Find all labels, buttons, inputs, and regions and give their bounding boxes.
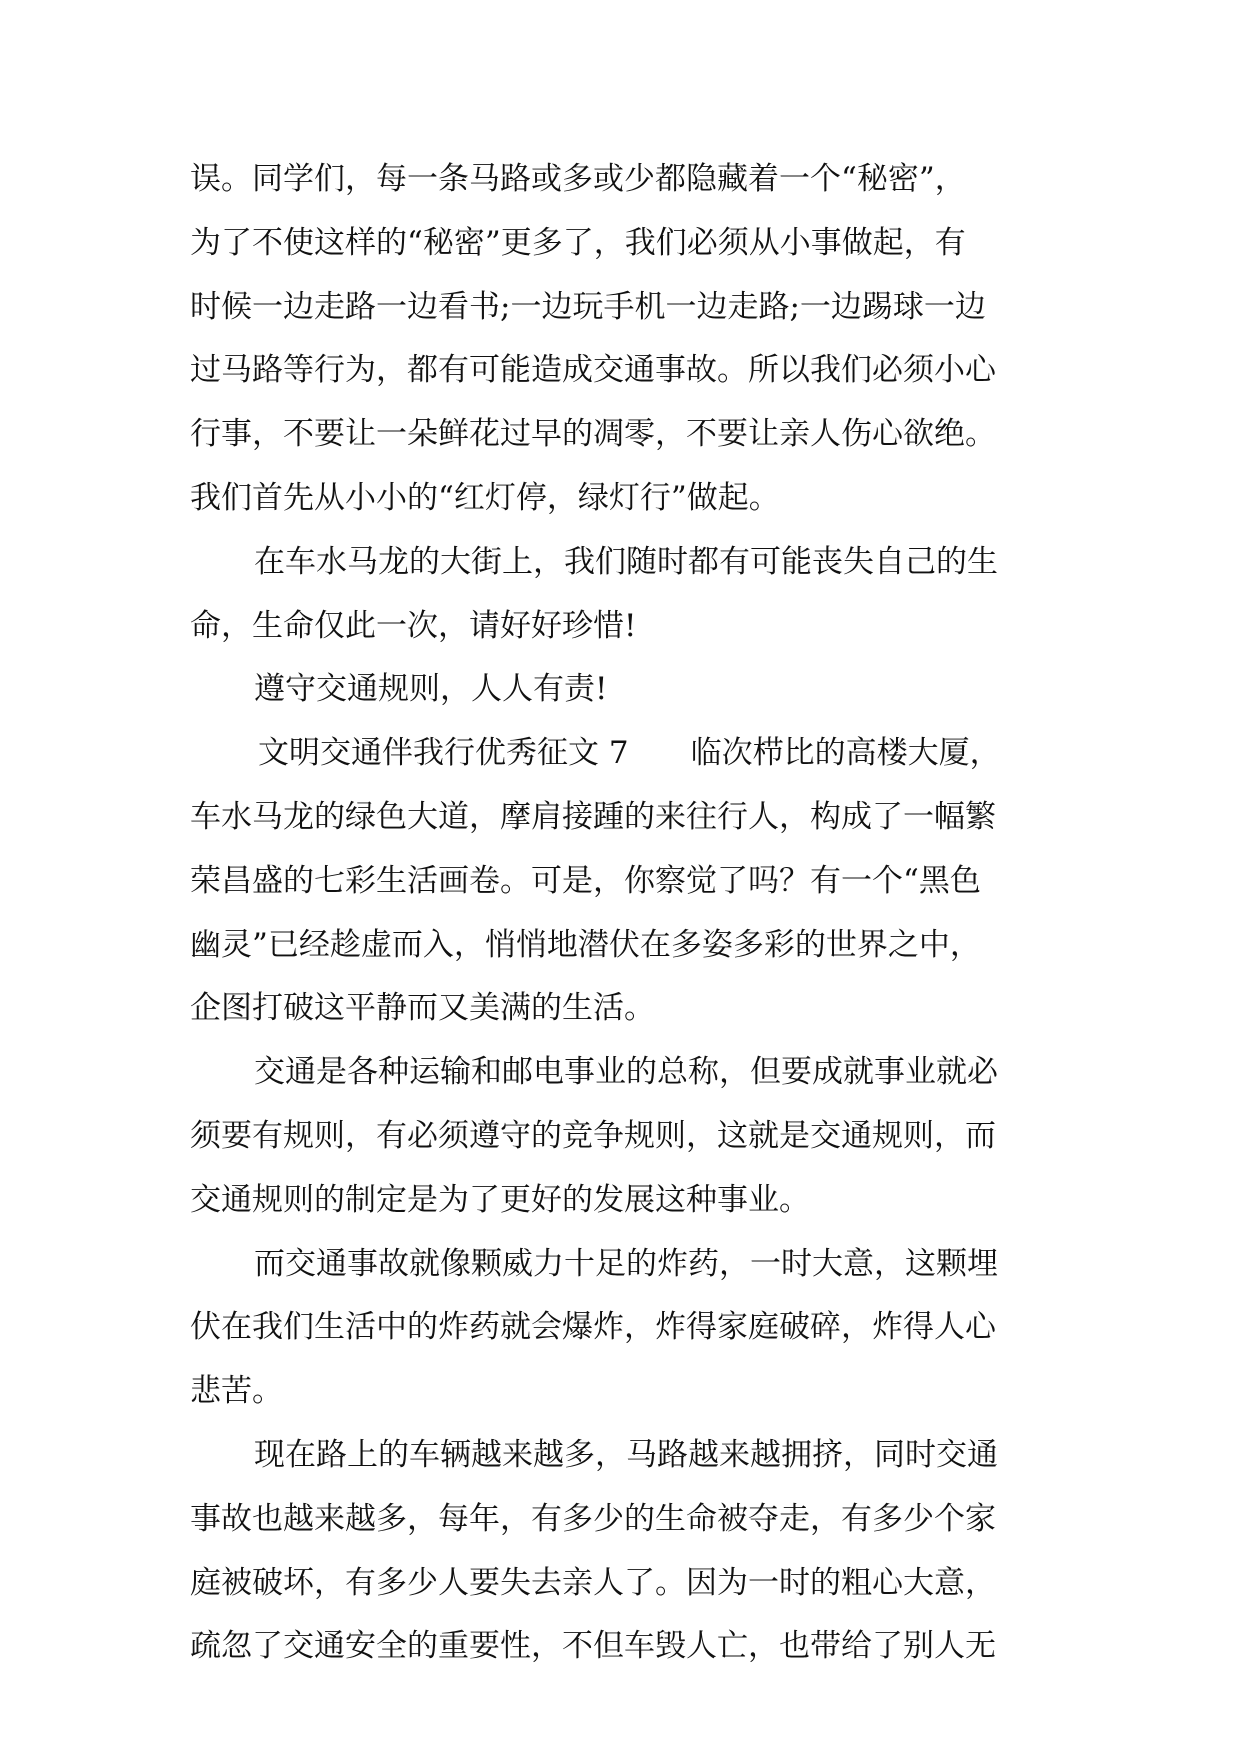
- paragraph-start-line: 遵守交通规则，人人有责!: [254, 671, 608, 708]
- text-line: 事故也越来越多，每年，有多少的生命被夺走，有多少个家: [190, 1500, 996, 1537]
- paragraph-start-line: 而交通事故就像颗威力十足的炸药，一时大意，这颗埋: [254, 1245, 998, 1282]
- text-line: 行事，不要让一朵鲜花过早的凋零，不要让亲人伤心欲绝。: [190, 416, 996, 453]
- text-line: 命，生命仅此一次，请好好珍惜!: [190, 607, 637, 644]
- text-line: 疏忽了交通安全的重要性，不但车毁人亡，也带给了别人无: [190, 1628, 996, 1665]
- essay-body: [190, 148, 1050, 1679]
- text-line: 荣昌盛的七彩生活画卷。可是，你察觉了吗？有一个“黑色: [190, 862, 981, 899]
- text-line: 为了不使这样的“秘密”更多了，我们必须从小事做起，有: [190, 224, 966, 261]
- text-line: 车水马龙的绿色大道，摩肩接踵的来往行人，构成了一幅繁: [190, 798, 996, 835]
- text-line: 交通规则的制定是为了更好的发展这种事业。: [190, 1181, 810, 1218]
- text-line: 企图打破这平静而又美满的生活。: [190, 990, 655, 1027]
- text-line: 幽灵”已经趁虚而入，悄悄地潜伏在多姿多彩的世界之中，: [190, 926, 981, 963]
- paragraph-start-line: 交通是各种运输和邮电事业的总称，但要成就事业就必: [254, 1054, 998, 1091]
- text-line: 悲苦。: [190, 1373, 283, 1410]
- text-line: 我们首先从小小的“红灯停，绿灯行”做起。: [190, 479, 780, 516]
- text-line: 伏在我们生活中的炸药就会爆炸，炸得家庭破碎，炸得人心: [190, 1309, 996, 1346]
- text-line: 时候一边走路一边看书;一边玩手机一边走路;一边踢球一边: [190, 288, 986, 325]
- text-line: 须要有规则，有必须遵守的竞争规则，这就是交通规则，而: [190, 1117, 996, 1154]
- text-line: 误。同学们，每一条马路或多或少都隐藏着一个“秘密”，: [190, 161, 966, 197]
- text-line: 过马路等行为，都有可能造成交通事故。所以我们必须小心: [190, 352, 996, 389]
- paragraph-start-line: 现在路上的车辆越来越多，马路越来越拥挤，同时交通: [254, 1436, 998, 1473]
- text-line: 庭被破坏，有多少人要失去亲人了。因为一时的粗心大意，: [190, 1564, 996, 1601]
- essay-title-line: 文明交通伴我行优秀征文 7 临次栉比的高楼大厦，: [258, 735, 1001, 772]
- paragraph-start-line: 在车水马龙的大街上，我们随时都有可能丧失自己的生: [254, 543, 998, 580]
